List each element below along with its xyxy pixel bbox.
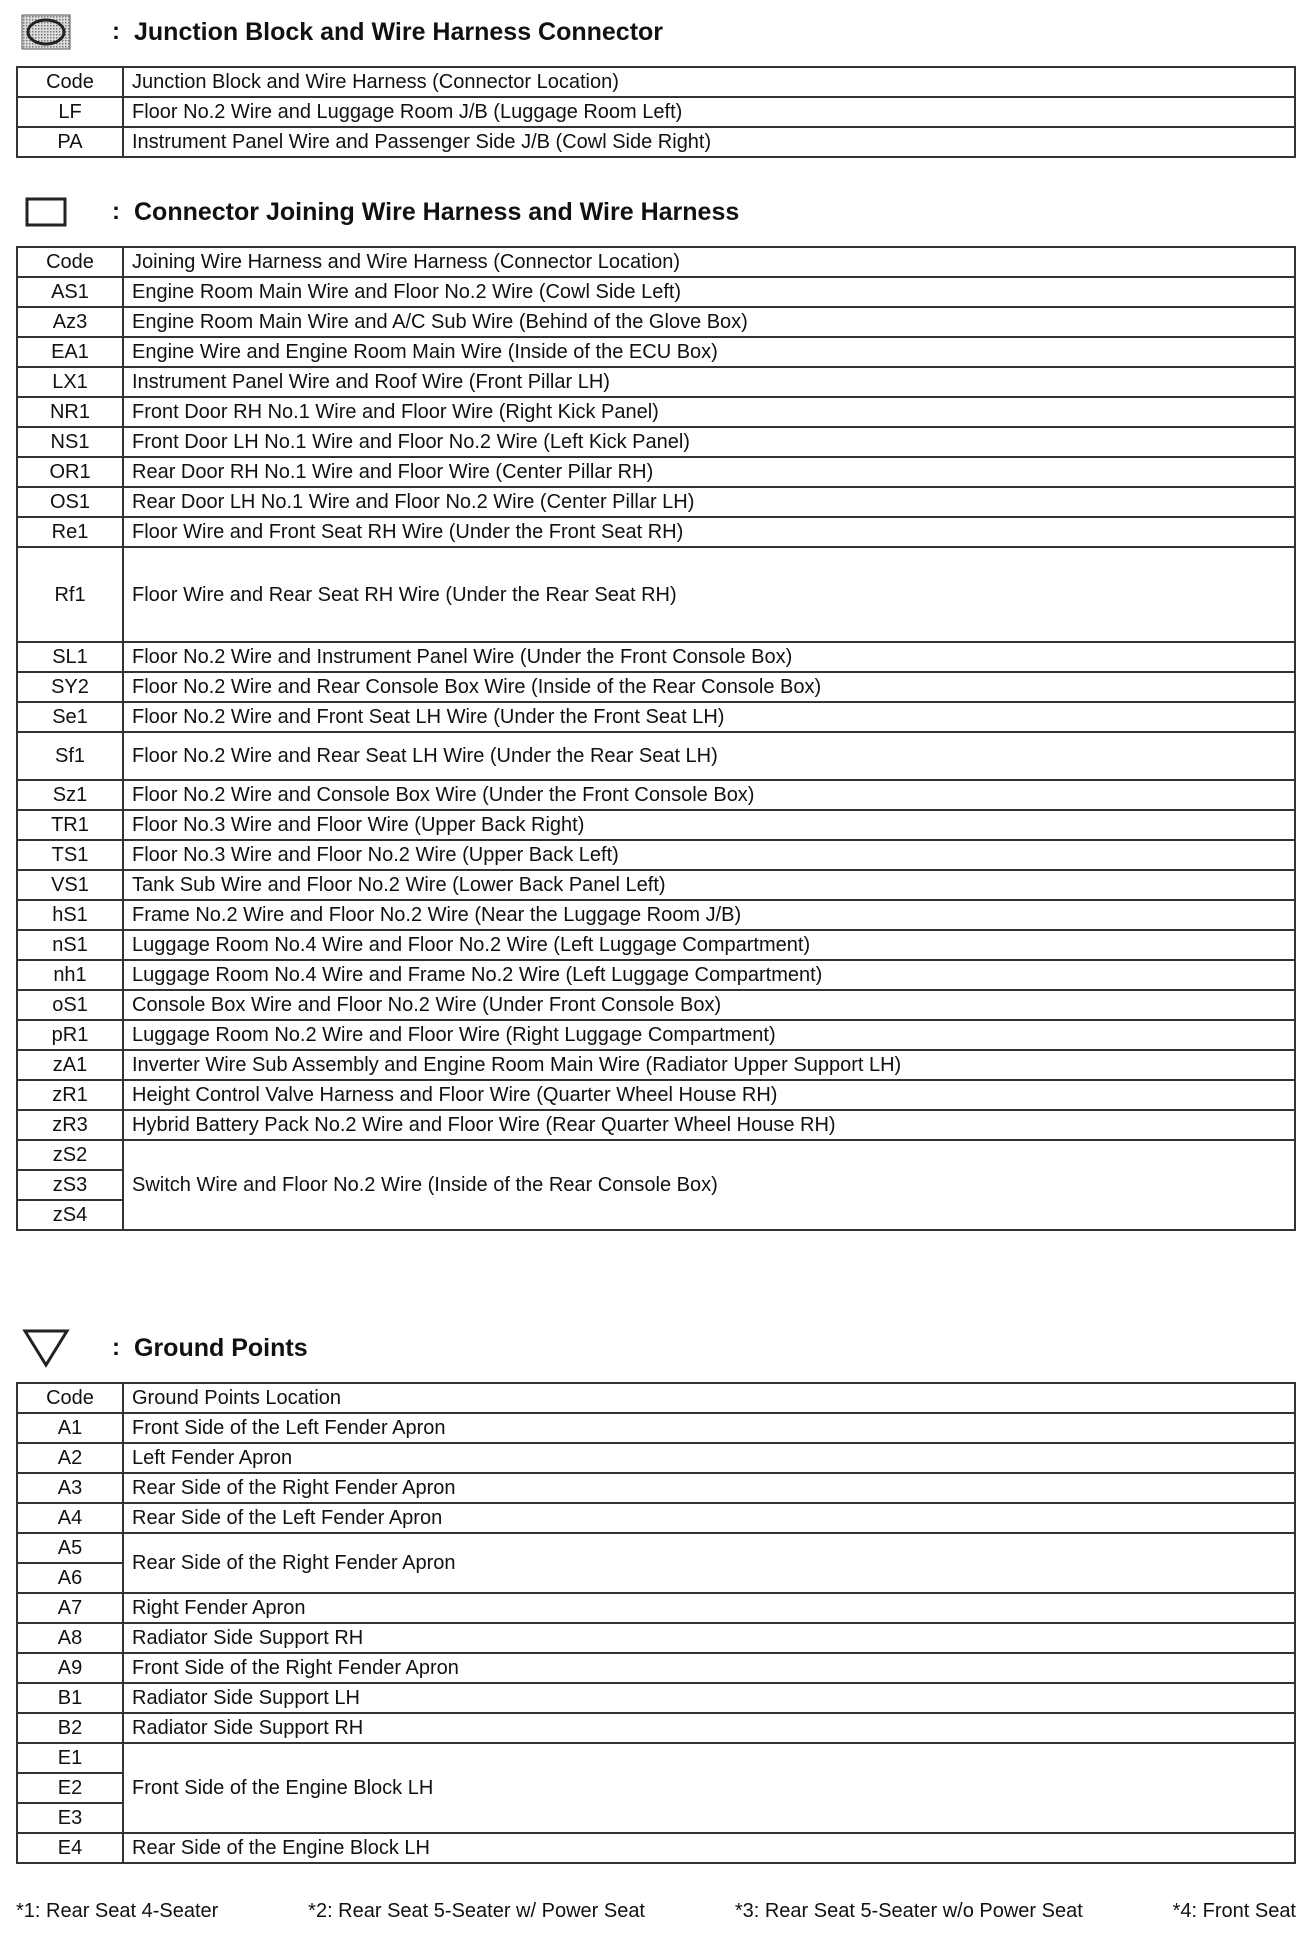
- section-colon: :: [112, 1334, 120, 1361]
- description-cell: Console Box Wire and Floor No.2 Wire (Under Front Console Box): [123, 990, 1295, 1020]
- code-cell: NS1: [17, 427, 123, 457]
- code-cell: Re1: [17, 517, 123, 547]
- section-colon: :: [112, 18, 120, 45]
- table-row: [17, 1413, 1295, 1443]
- description-cell: Instrument Panel Wire and Passenger Side J/B (Cowl Side Right): [123, 127, 1295, 157]
- table-row: [17, 960, 1295, 990]
- code-cell: A4: [17, 1503, 123, 1533]
- description-cell: Height Control Valve Harness and Floor Wire (Quarter Wheel House RH): [123, 1080, 1295, 1110]
- section-colon: :: [112, 198, 120, 225]
- description-cell: Radiator Side Support RH: [123, 1623, 1295, 1653]
- table-row: [17, 277, 1295, 307]
- description-cell: Engine Wire and Engine Room Main Wire (Inside of the ECU Box): [123, 337, 1295, 367]
- code-cell: OS1: [17, 487, 123, 517]
- table-row: [17, 990, 1295, 1020]
- code-cell: A2: [17, 1443, 123, 1473]
- description-cell: Front Door RH No.1 Wire and Floor Wire (Right Kick Panel): [123, 397, 1295, 427]
- code-cell: TS1: [17, 840, 123, 870]
- description-cell: Front Side of the Right Fender Apron: [123, 1653, 1295, 1683]
- header-desc-cell: Joining Wire Harness and Wire Harness (Connector Location): [123, 247, 1295, 277]
- code-cell: NR1: [17, 397, 123, 427]
- header-code-cell: Code: [17, 1383, 123, 1413]
- header-code-cell: Code: [17, 67, 123, 97]
- table-row: [17, 672, 1295, 702]
- description-cell: Rear Side of the Left Fender Apron: [123, 1503, 1295, 1533]
- table-row: [17, 1683, 1295, 1713]
- description-cell: Floor No.2 Wire and Console Box Wire (Under the Front Console Box): [123, 780, 1295, 810]
- table-row: [17, 1743, 1295, 1773]
- section-title: Junction Block and Wire Harness Connector: [134, 17, 664, 46]
- code-cell: A7: [17, 1593, 123, 1623]
- description-cell: Engine Room Main Wire and A/C Sub Wire (Behind of the Glove Box): [123, 307, 1295, 337]
- table-row: [17, 127, 1295, 157]
- code-cell: A1: [17, 1413, 123, 1443]
- code-cell: oS1: [17, 990, 123, 1020]
- table-row: [17, 457, 1295, 487]
- footnote-3: *3: Rear Seat 5-Seater w/o Power Seat: [734, 1900, 1083, 1922]
- table-row: [17, 1050, 1295, 1080]
- description-cell: Inverter Wire Sub Assembly and Engine Room Main Wire (Radiator Upper Support LH): [123, 1050, 1295, 1080]
- code-cell: A5: [17, 1533, 123, 1563]
- description-cell: Frame No.2 Wire and Floor No.2 Wire (Near the Luggage Room J/B): [123, 900, 1295, 930]
- code-cell: A3: [17, 1473, 123, 1503]
- table-row: [17, 367, 1295, 397]
- table-row: [17, 1140, 1295, 1170]
- code-cell: A6: [17, 1563, 123, 1593]
- description-cell: Floor No.2 Wire and Instrument Panel Wire (Under the Front Console Box): [123, 642, 1295, 672]
- table-header-row: [17, 67, 1295, 97]
- code-cell: OR1: [17, 457, 123, 487]
- table-row: [17, 97, 1295, 127]
- description-cell: Hybrid Battery Pack No.2 Wire and Floor Wire (Rear Quarter Wheel House RH): [123, 1110, 1295, 1140]
- code-cell: zA1: [17, 1050, 123, 1080]
- description-cell: Floor No.3 Wire and Floor Wire (Upper Back Right): [123, 810, 1295, 840]
- code-cell: zR1: [17, 1080, 123, 1110]
- description-cell: Front Side of the Engine Block LH: [123, 1743, 1295, 1833]
- code-cell: B2: [17, 1713, 123, 1743]
- code-cell: E3: [17, 1803, 123, 1833]
- table-row: [17, 1110, 1295, 1140]
- code-cell: LX1: [17, 367, 123, 397]
- table-row: [17, 1473, 1295, 1503]
- description-cell: Switch Wire and Floor No.2 Wire (Inside of the Rear Console Box): [123, 1140, 1295, 1230]
- description-cell: Floor No.2 Wire and Luggage Room J/B (Luggage Room Left): [123, 97, 1295, 127]
- code-cell: E1: [17, 1743, 123, 1773]
- table-row: [17, 642, 1295, 672]
- code-cell: A8: [17, 1623, 123, 1653]
- table-row: [17, 732, 1295, 780]
- description-cell: Front Door LH No.1 Wire and Floor No.2 Wire (Left Kick Panel): [123, 427, 1295, 457]
- code-cell: hS1: [17, 900, 123, 930]
- header-desc-cell: Ground Points Location: [123, 1383, 1295, 1413]
- table-row: [17, 337, 1295, 367]
- code-cell: Rf1: [17, 547, 123, 642]
- table-row: [17, 780, 1295, 810]
- description-cell: Instrument Panel Wire and Roof Wire (Front Pillar LH): [123, 367, 1295, 397]
- ground-point-symbol-icon: [16, 1328, 76, 1368]
- ground-points-table: [16, 1382, 1296, 1864]
- description-cell: Tank Sub Wire and Floor No.2 Wire (Lower Back Panel Left): [123, 870, 1295, 900]
- section-header: [16, 1328, 308, 1368]
- description-cell: Radiator Side Support RH: [123, 1713, 1295, 1743]
- section-title: Connector Joining Wire Harness and Wire Harness: [134, 197, 740, 226]
- footnote-1: *1: Rear Seat 4-Seater: [16, 1900, 219, 1922]
- table-header-row: [17, 1383, 1295, 1413]
- description-cell: Floor No.2 Wire and Front Seat LH Wire (Under the Front Seat LH): [123, 702, 1295, 732]
- description-cell: Floor Wire and Front Seat RH Wire (Under the Front Seat RH): [123, 517, 1295, 547]
- footnote-4: *4: Front Seat: [1172, 1900, 1296, 1922]
- table-row: [17, 840, 1295, 870]
- table-row: [17, 1713, 1295, 1743]
- table-row: [17, 1080, 1295, 1110]
- code-cell: zS2: [17, 1140, 123, 1170]
- table-row: [17, 1593, 1295, 1623]
- code-cell: Sf1: [17, 732, 123, 780]
- code-cell: PA: [17, 127, 123, 157]
- description-cell: Luggage Room No.2 Wire and Floor Wire (Right Luggage Compartment): [123, 1020, 1295, 1050]
- table-row: [17, 1020, 1295, 1050]
- table-row: [17, 870, 1295, 900]
- code-cell: Se1: [17, 702, 123, 732]
- table-row: [17, 397, 1295, 427]
- description-cell: Front Side of the Left Fender Apron: [123, 1413, 1295, 1443]
- description-cell: Radiator Side Support LH: [123, 1683, 1295, 1713]
- section-title: Ground Points: [134, 1333, 308, 1362]
- description-cell: Left Fender Apron: [123, 1443, 1295, 1473]
- table-row: [17, 1503, 1295, 1533]
- code-cell: zS4: [17, 1200, 123, 1230]
- code-cell: B1: [17, 1683, 123, 1713]
- code-cell: pR1: [17, 1020, 123, 1050]
- table-row: [17, 487, 1295, 517]
- table-row: [17, 427, 1295, 457]
- code-cell: nS1: [17, 930, 123, 960]
- junction-block-symbol-icon: [16, 12, 76, 52]
- code-cell: SL1: [17, 642, 123, 672]
- junction-block-table: [16, 66, 1296, 158]
- table-row: [17, 1833, 1295, 1863]
- code-cell: E4: [17, 1833, 123, 1863]
- code-cell: TR1: [17, 810, 123, 840]
- header-desc-cell: Junction Block and Wire Harness (Connector Location): [123, 67, 1295, 97]
- description-cell: Floor No.2 Wire and Rear Console Box Wire (Inside of the Rear Console Box): [123, 672, 1295, 702]
- description-cell: Right Fender Apron: [123, 1593, 1295, 1623]
- description-cell: Floor Wire and Rear Seat RH Wire (Under the Rear Seat RH): [123, 547, 1295, 642]
- table-row: [17, 900, 1295, 930]
- description-cell: Rear Side of the Engine Block LH: [123, 1833, 1295, 1863]
- code-cell: Az3: [17, 307, 123, 337]
- connector-symbol-icon: [16, 192, 76, 232]
- code-cell: SY2: [17, 672, 123, 702]
- code-cell: AS1: [17, 277, 123, 307]
- table-row: [17, 1653, 1295, 1683]
- table-row: [17, 307, 1295, 337]
- code-cell: E2: [17, 1773, 123, 1803]
- section-header: [16, 192, 739, 232]
- table-row: [17, 1533, 1295, 1563]
- footnote-2: *2: Rear Seat 5-Seater w/ Power Seat: [308, 1900, 645, 1922]
- description-cell: Luggage Room No.4 Wire and Floor No.2 Wire (Left Luggage Compartment): [123, 930, 1295, 960]
- description-cell: Rear Side of the Right Fender Apron: [123, 1533, 1295, 1593]
- table-row: [17, 517, 1295, 547]
- code-cell: VS1: [17, 870, 123, 900]
- code-cell: zR3: [17, 1110, 123, 1140]
- description-cell: Engine Room Main Wire and Floor No.2 Wire (Cowl Side Left): [123, 277, 1295, 307]
- description-cell: Rear Door RH No.1 Wire and Floor Wire (Center Pillar RH): [123, 457, 1295, 487]
- description-cell: Floor No.3 Wire and Floor No.2 Wire (Upper Back Left): [123, 840, 1295, 870]
- description-cell: Rear Door LH No.1 Wire and Floor No.2 Wire (Center Pillar LH): [123, 487, 1295, 517]
- code-cell: A9: [17, 1653, 123, 1683]
- code-cell: zS3: [17, 1170, 123, 1200]
- description-cell: Rear Side of the Right Fender Apron: [123, 1473, 1295, 1503]
- table-row: [17, 547, 1295, 642]
- code-cell: Sz1: [17, 780, 123, 810]
- table-row: [17, 1623, 1295, 1653]
- table-header-row: [17, 247, 1295, 277]
- table-row: [17, 1443, 1295, 1473]
- table-row: [17, 930, 1295, 960]
- code-cell: EA1: [17, 337, 123, 367]
- connector-joining-table: [16, 246, 1296, 1231]
- description-cell: Floor No.2 Wire and Rear Seat LH Wire (Under the Rear Seat LH): [123, 732, 1295, 780]
- description-cell: Luggage Room No.4 Wire and Frame No.2 Wire (Left Luggage Compartment): [123, 960, 1295, 990]
- table-row: [17, 810, 1295, 840]
- footnote-legend: [16, 1900, 1296, 1923]
- table-row: [17, 702, 1295, 732]
- code-cell: nh1: [17, 960, 123, 990]
- header-code-cell: Code: [17, 247, 123, 277]
- code-cell: LF: [17, 97, 123, 127]
- section-header: [16, 12, 663, 52]
